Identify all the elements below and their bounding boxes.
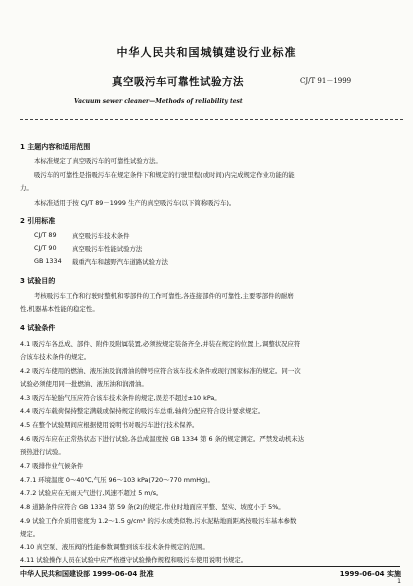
clause-4-9-cont: 规定。 <box>20 530 40 538</box>
page-number: 1 <box>397 578 401 585</box>
reference-code: CJ/T 89 <box>34 231 57 239</box>
clause-4-9: 4.9 试验工作介质用密度为 1.2～1.5 g/cm³ 的污水或类似物,污水泥粘地面距离按吸污车基本参数 <box>20 517 297 525</box>
footer-rule <box>20 566 400 567</box>
document-subtitle: Vacuum sewer cleaner—Methods of reliability test <box>74 98 243 105</box>
section-1-paragraph-2: 吸污车的可靠性是指吸污车在规定条件下和规定的行驶里程(或时间)内完成规定作业功能的能 <box>34 171 295 179</box>
clause-4-5: 4.5 在整个试验期间应根据使用说明书对吸污车进行技术保养。 <box>20 421 199 429</box>
clause-4-2-cont: 试验必须使用同一批燃油、液压油和润滑油。 <box>20 380 148 388</box>
header-rule <box>20 119 403 120</box>
reference-name: 真空吸污车技术条件 <box>72 232 130 240</box>
standard-type-title: 中华人民共和国城镇建设行业标准 <box>116 46 297 59</box>
section-3-paragraph: 考核吸污车工作和行驶时整机和零部件的工作可靠性,各连接部件的可靠性,主要零部件的耐磨 <box>34 292 294 300</box>
clause-4-10: 4.10 真空泵、液压阀的性能参数调整到该车技术条件规定的范围。 <box>20 543 209 551</box>
clause-4-11: 4.11 试验操作人员在试验中应严格遵守试验操作规程和吸污车使用说明书规定。 <box>20 556 248 564</box>
reference-name: 载重汽车和越野汽车道路试验方法 <box>72 258 168 266</box>
implementation-date: 1999-06-04 实施 <box>339 570 401 578</box>
clause-4-6-cont: 预热进行试验。 <box>20 448 65 456</box>
section-1-paragraph-2-cont: 力。 <box>20 184 33 192</box>
reference-code: CJ/T 90 <box>34 244 57 252</box>
section-1-paragraph-3: 本标准适用于按 CJ/T 89－1999 生产的真空吸污车(以下简称吸污车)。 <box>34 199 236 207</box>
reference-name: 真空吸污车性能试验方法 <box>72 245 143 253</box>
document-title: 真空吸污车可靠性试验方法 <box>112 76 244 88</box>
clause-4-6: 4.6 吸污车应在正常热状态下进行试验,各总成温度按 GB 1334 第 6 条的规定测定。严禁发动机未达 <box>20 435 305 443</box>
reference-code: GB 1334 <box>34 257 62 265</box>
document-code: CJ/T 91－1999 <box>300 77 352 85</box>
clause-4-1-cont: 合该车技术条件的规定。 <box>20 353 91 361</box>
clause-4-2: 4.2 吸污车使用的燃油、液压油及润滑油的牌号应符合该车技术条件或现行国家标准的规定。同一次 <box>20 367 301 375</box>
section-3-heading: 3 试验目的 <box>20 277 56 285</box>
approval-note: 中华人民共和国建设部 1999-06-04 批准 <box>20 570 154 578</box>
clause-4-1: 4.1 吸污车各总成、部件、附件及附属装置,必须按规定装备齐全,并装在规定的位置上,调整状况应符 <box>20 340 301 348</box>
clause-4-7-2: 4.7.2 试验应在无雨天气进行,风速不超过 5 m/s。 <box>20 489 163 497</box>
section-3-paragraph-cont: 性,机器基本性能的稳定性。 <box>20 305 99 313</box>
clause-4-8: 4.8 道路条件应符合 GB 1334 第 59 条(2)的规定,作业时地面应平整、坚实、坡度小于 5%。 <box>20 503 285 511</box>
section-2-heading: 2 引用标准 <box>20 217 56 225</box>
clause-4-7: 4.7 吸排作业气候条件 <box>20 462 84 470</box>
clause-4-3: 4.3 吸污车轮胎气压应符合该车技术条件的规定,误差不超过±10 kPa。 <box>20 394 221 402</box>
clause-4-7-1: 4.7.1 环境温度 0～40℃,气压 96～103 kPa(720～770 mmHg)。 <box>20 476 214 484</box>
clause-4-4: 4.4 吸污车载荷保持整定满载或保持规定的吸污车总重,轴荷分配应符合设计要求规定。 <box>20 407 265 415</box>
section-4-heading: 4 试验条件 <box>20 324 56 332</box>
section-1-heading: 1 主题内容和适用范围 <box>20 143 91 151</box>
section-1-paragraph-1: 本标准规定了真空吸污车的可靠性试验方法。 <box>34 157 162 165</box>
